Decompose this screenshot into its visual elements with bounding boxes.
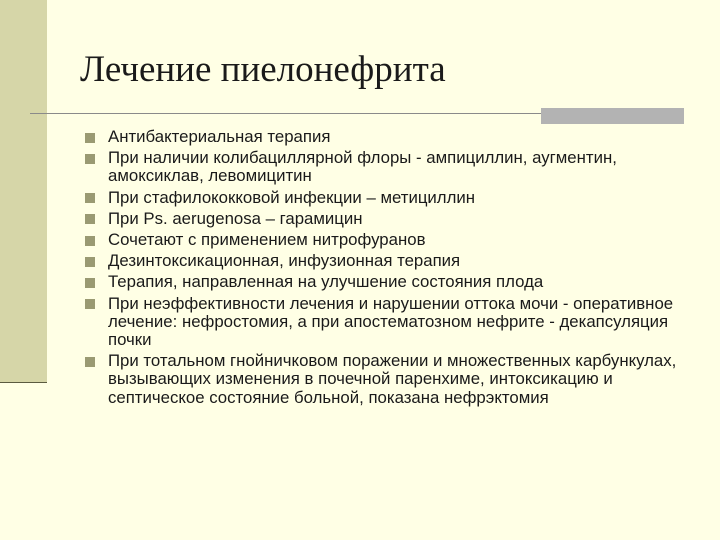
bullet-item [84,128,684,146]
bullet-text: При Ps. aerugenosa – гарамицин [108,208,363,228]
square-bullet-icon [85,236,95,246]
square-bullet-icon [85,193,95,203]
bullet-item [84,273,684,291]
bullet-text: При стафилококковой инфекции – метициллин [108,187,476,207]
bullet-text: При наличии колибациллярной флоры - ампициллин, аугментин, амоксиклав, левомицитин [108,148,617,186]
square-bullet-icon [85,214,95,224]
bullet-item [84,189,684,207]
bullet-item [84,252,684,270]
bullet-item [84,149,684,185]
bullet-item [84,231,684,249]
square-bullet-icon [85,133,95,143]
square-bullet-icon [85,278,95,288]
slide-title: Лечение пиелонефрита [80,49,446,90]
left-band-edge-line [0,382,47,383]
title-accent-bar [541,108,684,124]
square-bullet-icon [85,257,95,267]
bullet-text: При тотальном гнойничковом поражении и множественных карбункулах, вызывающих изменения в почечной паренхиме, интоксикацию и септическое состояние больной, показана нефрэктомия [108,351,677,407]
bullet-text: При неэффективности лечения и нарушении оттока мочи - оперативное лечение: нефростомия, а при апостематозном нефрите - декапсуляция почки [108,293,674,350]
bullet-item [84,295,684,350]
bullet-text: Антибактериальная терапия [108,127,331,146]
square-bullet-icon [85,154,95,164]
square-bullet-icon [85,299,95,309]
bullet-item [84,352,684,407]
left-decorative-band [0,0,47,382]
bullet-list [84,128,684,410]
bullet-text: Дезинтоксикационная, инфузионная терапия [108,251,461,271]
square-bullet-icon [85,357,95,367]
bullet-text: Сочетают с применением нитрофуранов [108,230,426,250]
bullet-item [84,210,684,228]
bullet-text: Терапия, направленная на улучшение состояния плода [108,272,544,292]
